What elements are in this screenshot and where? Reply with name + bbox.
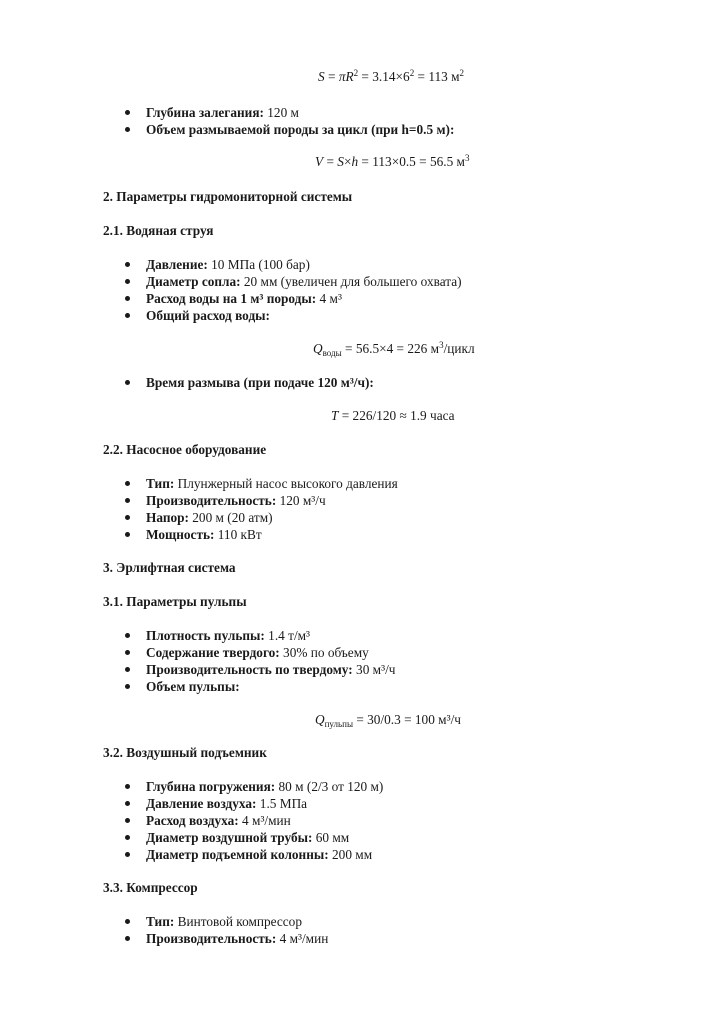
formula-symbol: S	[318, 69, 325, 84]
section-heading: 3. Эрлифтная система	[103, 560, 236, 575]
subsection-heading: 2.2. Насосное оборудование	[103, 442, 267, 457]
list-item: Объем пульпы:	[0, 678, 395, 695]
list-item: Напор: 200 м (20 атм)	[0, 509, 398, 526]
subsection-heading: 3.2. Воздушный подъемник	[103, 745, 267, 760]
list-item: Глубина залегания: 120 м	[0, 104, 454, 121]
subsection-heading: 2.1. Водяная струя	[103, 223, 214, 238]
formula-area	[318, 68, 464, 85]
list-item: Содержание твердого: 30% по объему	[0, 644, 395, 661]
list-item: Мощность: 110 кВт	[0, 526, 398, 543]
list-item: Время размыва (при подаче 120 м³/ч):	[0, 374, 374, 391]
subsection-heading: 3.3. Компрессор	[103, 880, 198, 895]
bullet-list	[0, 374, 374, 391]
list-item: Расход воды на 1 м³ породы: 4 м³	[0, 290, 462, 307]
formula-volume: V = S×h = 113×0.5 = 56.5 $м^3$	[315, 153, 470, 169]
bullet-list	[0, 475, 398, 543]
list-item: Давление: 10 МПа (100 бар)	[0, 256, 462, 273]
formula-pulp: $Q_{пульпы} = 30/0.3 = 100$ м³/ч	[315, 712, 461, 729]
formula-text: = 3.14×6	[358, 69, 410, 84]
list-item: Объем размываемой породы за цикл (при h=0.5 м):	[0, 121, 454, 138]
list-item: Давление воздуха: 1.5 МПа	[0, 795, 383, 812]
list-item: Плотность пульпы: 1.4 т/м³	[0, 627, 395, 644]
list-item: Глубина погружения: 80 м (2/3 от 120 м)	[0, 778, 383, 795]
formula-exponent: 2	[353, 68, 359, 78]
list-item: Производительность: 4 м³/мин	[0, 930, 328, 947]
section-heading: 2. Параметры гидромониторной системы	[103, 189, 353, 204]
list-item: Тип: Плунжерный насос высокого давления	[0, 475, 398, 492]
bullet-list	[0, 778, 383, 863]
bullet-list	[0, 913, 328, 947]
list-item: Общий расход воды:	[0, 307, 462, 324]
formula-symbol: R	[345, 69, 354, 84]
subsection-heading: 3.1. Параметры пульпы	[103, 594, 247, 609]
formula-exponent: 2	[459, 68, 465, 78]
formula-text: = 113 м	[414, 69, 460, 84]
formula-exponent: 2	[409, 68, 415, 78]
list-item: Расход воздуха: 4 м³/мин	[0, 812, 383, 829]
list-item: Диаметр воздушной трубы: 60 мм	[0, 829, 383, 846]
formula-symbol: π	[338, 69, 346, 84]
list-item: Производительность: 120 м³/ч	[0, 492, 398, 509]
formula-text: =	[324, 69, 339, 84]
bullet-list	[0, 256, 462, 324]
formula-water: $Q_{воды} = 56.5\times 4 = 226$ $м^3$/цикл	[313, 340, 475, 358]
list-item: Диаметр подъемной колонны: 200 мм	[0, 846, 383, 863]
formula-time: T = 226/120 ≈ 1.9 часа	[331, 408, 455, 423]
list-item: Диаметр сопла: 20 мм (увеличен для большего охвата)	[0, 273, 462, 290]
bullet-list	[0, 627, 395, 695]
bullet-list	[0, 104, 454, 138]
list-item: Производительность по твердому: 30 м³/ч	[0, 661, 395, 678]
list-item: Тип: Винтовой компрессор	[0, 913, 328, 930]
